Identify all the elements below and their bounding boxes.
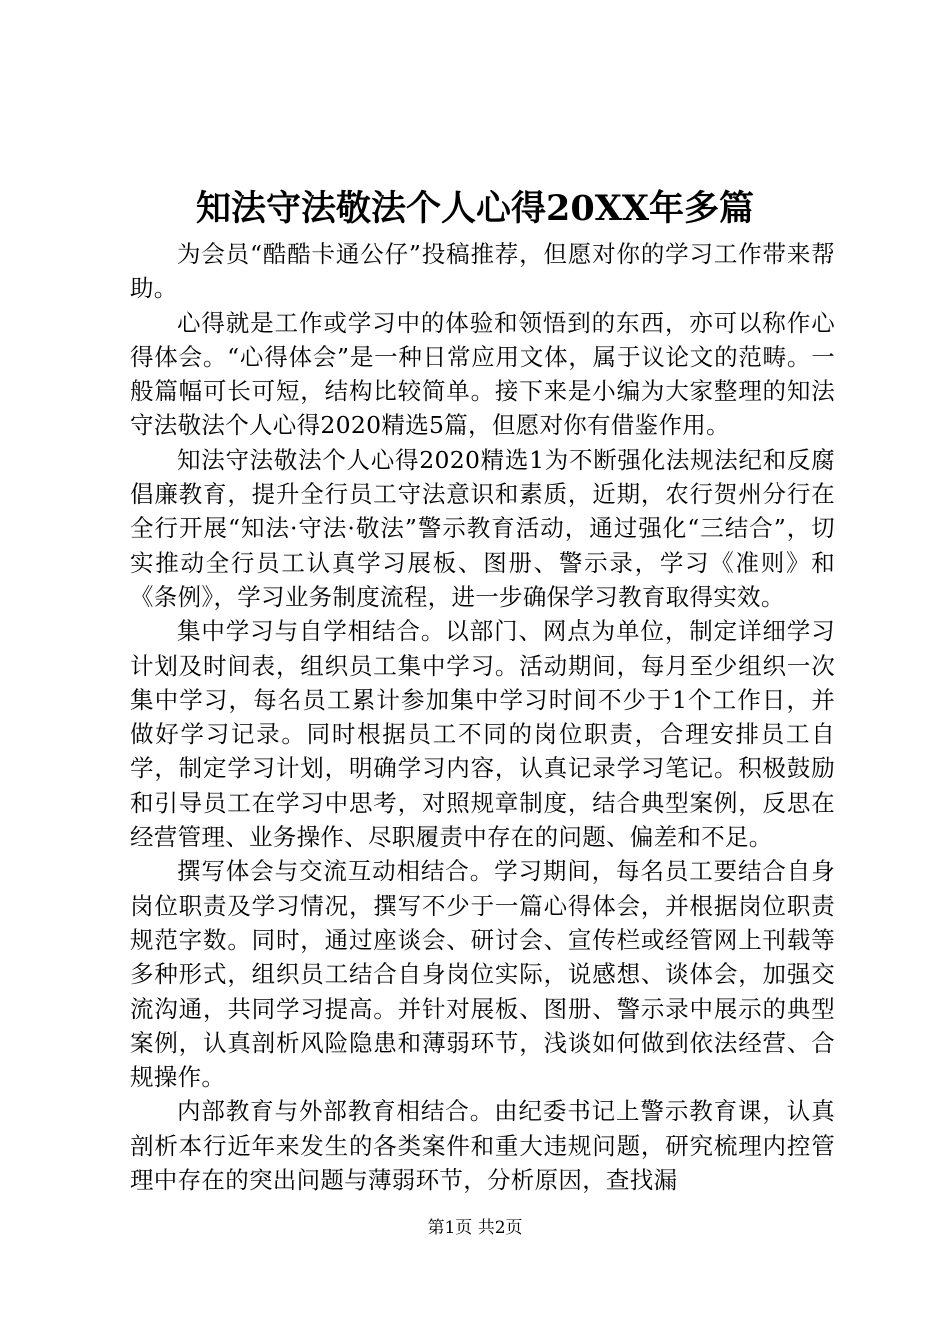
paragraph: 撰写体会与交流互动相结合。学习期间，每名员工要结合自身岗位职责及学习情况，撰写不少于一篇心得体会，并根据岗位职责规范字数。同时，通过座谈会、研讨会、宣传栏或经管网上刊载等多种形式，组织员工结合自身岗位实际，说感想、谈体会，加强交流沟通，共同学习提高。并针对展板、图册、警示录中展示的典型案例，认真剖析风险隐患和薄弱环节，浅谈如何做到依法经营、合规操作。 xyxy=(130,857,835,1092)
document-body xyxy=(130,237,835,1197)
page-footer: 第1页 共2页 xyxy=(427,1218,523,1238)
paragraph: 知法守法敬法个人心得2020精选1为不断强化法规法纪和反腐倡廉教育，提升全行员工守法意识和素质，近期，农行贺州分行在全行开展“知法·守法·敬法”警示教育活动，通过强化“三结合”，切实推动全行员工认真学习展板、图册、警示录，学习《准则》和《条例》，学习业务制度流程，进一步确保学习教育取得实效。 xyxy=(130,445,835,611)
document-title: 知法守法敬法个人心得20XX年多篇 xyxy=(195,188,755,229)
paragraph: 为会员“酷酷卡通公仔”投稿推荐，但愿对你的学习工作带来帮助。 xyxy=(130,240,835,303)
paragraph: 内部教育与外部教育相结合。由纪委书记上警示教育课，认真剖析本行近年来发生的各类案件和重大违规问题，研究梳理内控管理中存在的突出问题与薄弱环节，分析原因，查找漏 xyxy=(130,1097,835,1195)
paragraph: 集中学习与自学相结合。以部门、网点为单位，制定详细学习计划及时间表，组织员工集中学习。活动期间，每月至少组织一次集中学习，每名员工累计参加集中学习时间不少于1个工作日，并做好学习记录。同时根据员工不同的岗位职责，合理安排员工自学，制定学习计划，明确学习内容，认真记录学习笔记。积极鼓励和引导员工在学习中思考，对照规章制度，结合典型案例，反思在经营管理、业务操作、尽职履责中存在的问题、偏差和不足。 xyxy=(130,617,835,852)
paragraph: 心得就是工作或学习中的体验和领悟到的东西，亦可以称作心得体会。“心得体会”是一种日常应用文体，属于议论文的范畴。一般篇幅可长可短，结构比较简单。接下来是小编为大家整理的知法守法敬法个人心得2020精选5篇，但愿对你有借鉴作用。 xyxy=(130,308,835,440)
